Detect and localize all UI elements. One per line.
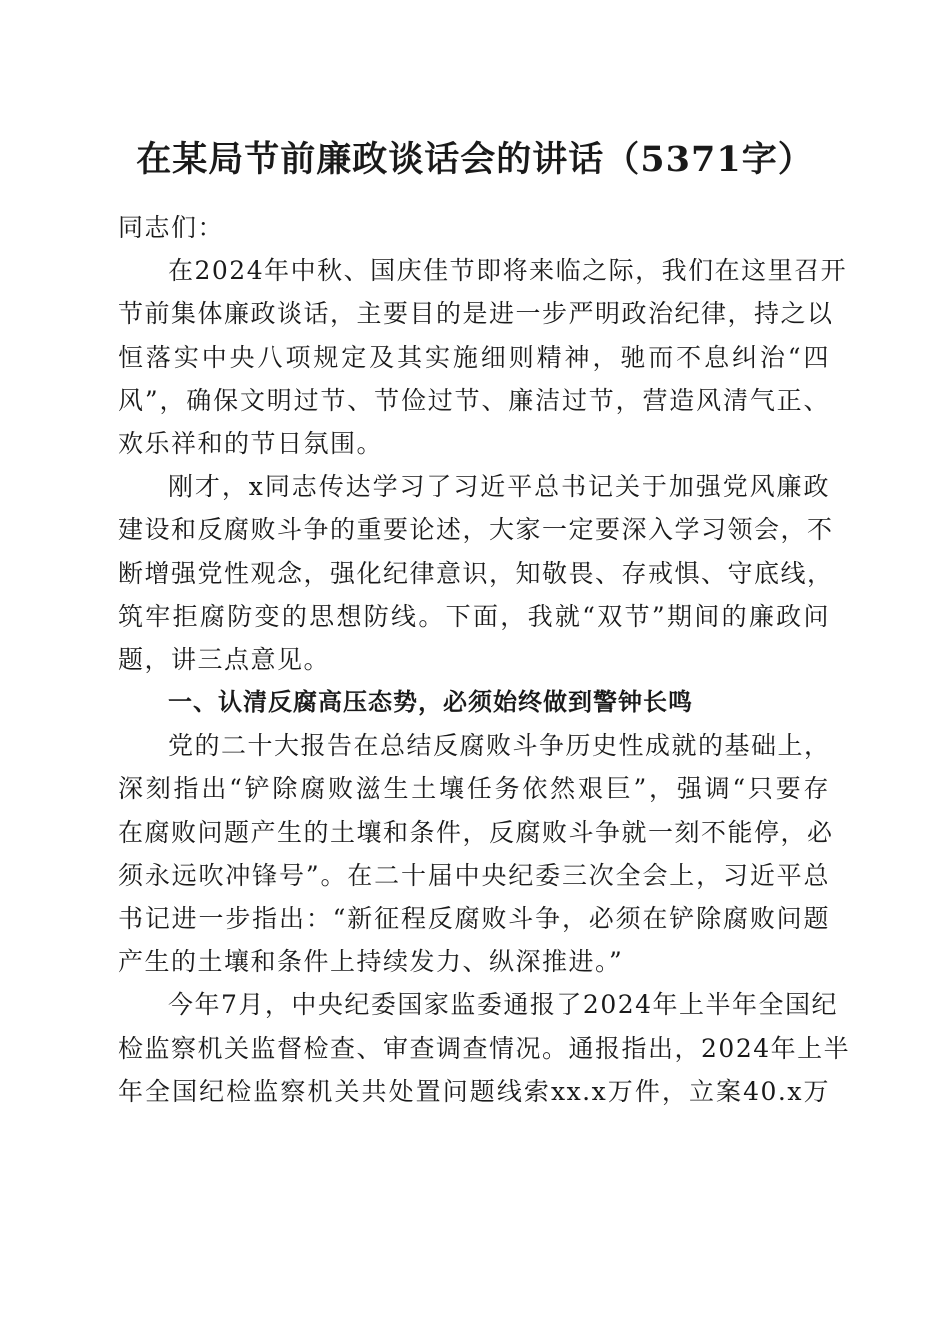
document-body bbox=[118, 206, 851, 1113]
paragraph-3 bbox=[118, 724, 834, 983]
paragraph-line: 题，讲三点意见。 bbox=[118, 644, 331, 674]
paragraph-line: 年全国纪检监察机关共处置问题线索xx.x万件，立案40.x万 bbox=[118, 1076, 830, 1106]
paragraph-line: 深刻指出“铲除腐败滋生土壤任务依然艰巨”，强调“只要存 bbox=[118, 774, 830, 804]
section-heading-1: 一、认清反腐高压态势，必须始终做到警钟长鸣 bbox=[168, 688, 693, 717]
paragraph-line: 党的二十大报告在总结反腐败斗争历史性成就的基础上， bbox=[168, 731, 831, 761]
paragraph-line: 风”，确保文明过节、节俭过节、廉洁过节，营造风清气正、 bbox=[118, 385, 830, 415]
paragraph-line: 建设和反腐败斗争的重要论述，大家一定要深入学习领会，不 bbox=[118, 515, 834, 545]
salutation: 同志们： bbox=[118, 213, 225, 242]
paragraph-line: 产生的土壤和条件上持续发力、纵深推进。” bbox=[118, 947, 624, 977]
paragraph-line: 须永远吹冲锋号”。在二十届中央纪委三次全会上，习近平总 bbox=[118, 860, 830, 890]
paragraph-line: 断增强党性观念，强化纪律意识，知敬畏、存戒惧、守底线， bbox=[118, 558, 834, 588]
paragraph-1 bbox=[118, 249, 848, 465]
paragraph-line: 节前集体廉政谈话，主要目的是进一步严明政治纪律，持之以 bbox=[118, 299, 834, 329]
paragraph-line: 在2024年中秋、国庆佳节即将来临之际，我们在这里召开 bbox=[168, 256, 848, 286]
paragraph-line: 在腐败问题产生的土壤和条件，反腐败斗争就一刻不能停，必 bbox=[118, 817, 834, 847]
paragraph-line: 检监察机关监督检查、审查调查情况。通报指出，2024年上半 bbox=[118, 1033, 851, 1063]
paragraph-line: 刚才，x同志传达学习了习近平总书记关于加强党风廉政 bbox=[168, 472, 830, 502]
paragraph-4 bbox=[118, 983, 851, 1113]
paragraph-line: 欢乐祥和的节日氛围。 bbox=[118, 428, 384, 458]
paragraph-line: 书记进一步指出：“新征程反腐败斗争，必须在铲除腐败问题 bbox=[118, 904, 830, 933]
paragraph-line: 筑牢拒腐防变的思想防线。下面，我就“双节”期间的廉政问 bbox=[118, 601, 830, 631]
document-title: 在某局节前廉政谈话会的讲话（5371字） bbox=[136, 139, 814, 180]
paragraph-line: 今年7月，中央纪委国家监委通报了2024年上半年全国纪 bbox=[168, 990, 839, 1020]
paragraph-line: 恒落实中央八项规定及其实施细则精神，驰而不息纠治“四 bbox=[118, 342, 830, 372]
paragraph-2 bbox=[118, 465, 834, 681]
